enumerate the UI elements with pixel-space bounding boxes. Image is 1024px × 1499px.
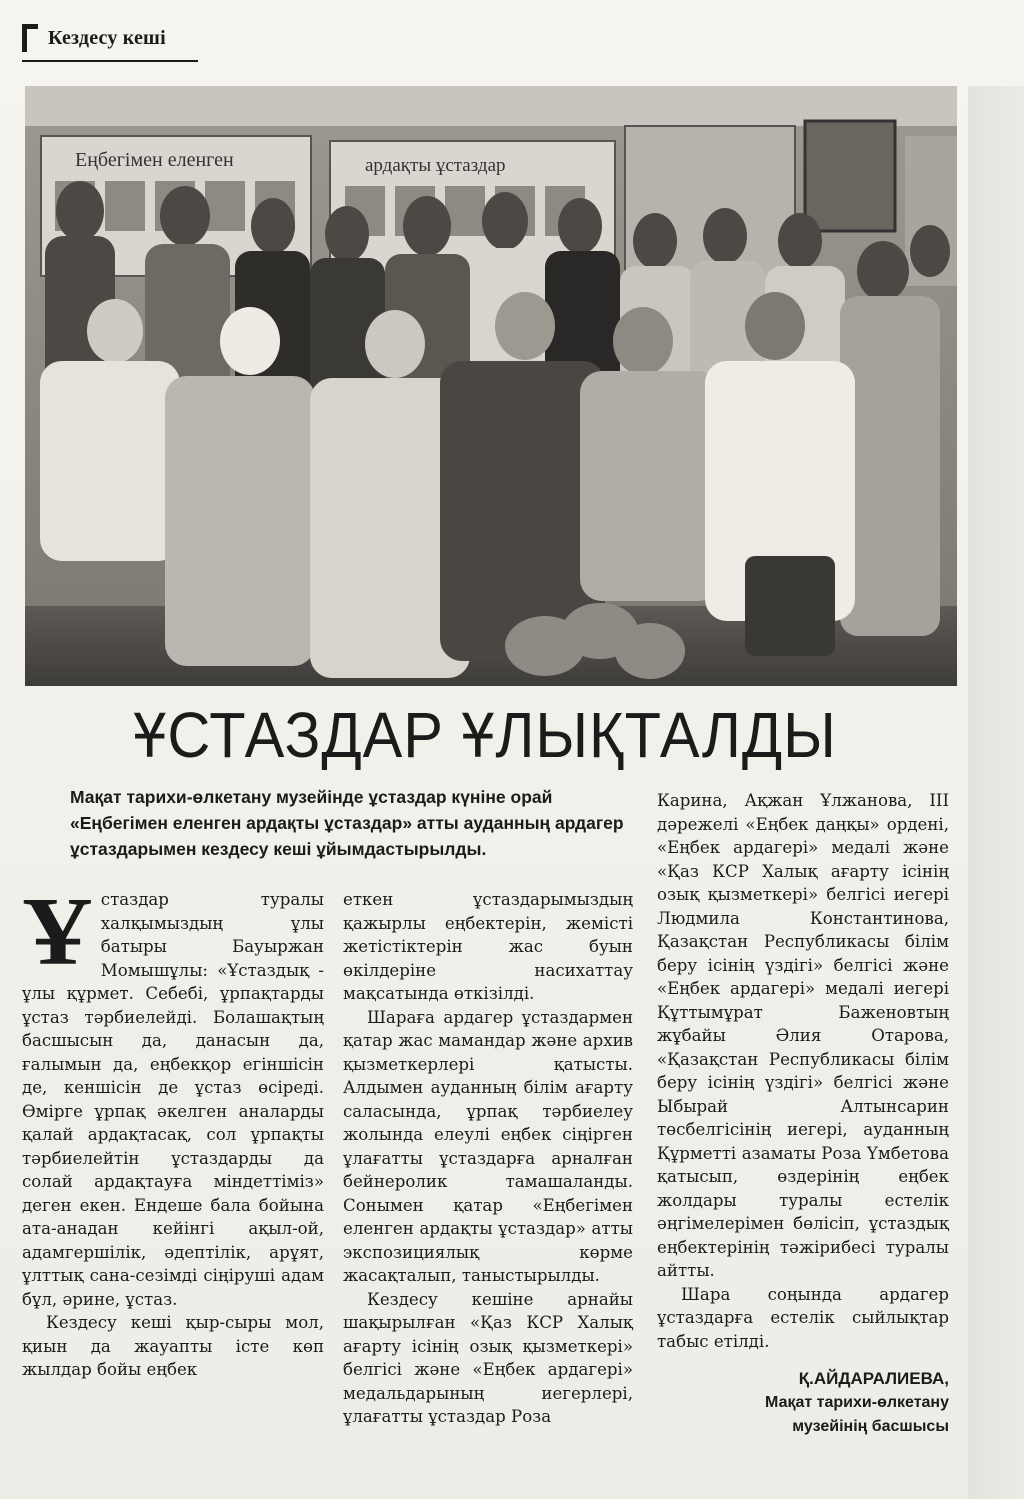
banner-right-text: ардақты ұстаздар (365, 155, 506, 176)
framed-portrait (805, 121, 895, 231)
article-paragraph: Кездесу кеші қыр-сыры мол, қиын да жауапты істе көп жылдар бойы еңбек (22, 1313, 324, 1379)
author-name: Қ.АЙДАРАЛИЕВА, (798, 1369, 949, 1388)
article-paragraph: Шараға ардагер ұстаздармен қатар жас мамандар және архив қызметкерлері қатысты. Алдымен ауданның білім ағарту саласында, ұрпақ тәрбиелеу жолында елеулі еңбек сіңірген ұлағатты ұстаздарға арналған бейнеролик тамашаланды. Сонымен қатар «Еңбегімен еленген ардақты ұстаздар» атты экспозициялық көрме жасақталып, таныстырылды. (343, 1007, 633, 1285)
article-paragraph: Шара соңында ардагер ұстаздарға естелік сыйлықтар табыс етілді. (657, 1284, 949, 1351)
rubric-label: Кездесу кеші (48, 26, 166, 49)
rubric-underline (22, 60, 198, 62)
group-photo (25, 86, 957, 686)
article-column-3 (657, 789, 949, 1439)
article-paragraph: Кездесу кешіне арнайы шақырылған «Қаз КСР Халық ағарту ісінің озық қызметкері» белгісі және «Еңбек ардагері» медальдарының иегерлері, ұлағатты ұстаздар Роза (343, 1289, 633, 1426)
headline: ҰСТАЗДАР ҰЛЫҚТАЛДЫ (133, 699, 837, 771)
group-photo-illustration (25, 86, 957, 686)
author-role-line-1: Мақат тарихи-өлкетану (765, 1393, 949, 1411)
lead-paragraph: Мақат тарихи-өлкетану музейінде ұстаздар күніне орай «Еңбегімен еленген ардақты ұстаздар» атты ауданның ардагер ұстаздарымен кездесу кеші ұйымдастырылды. (70, 787, 624, 859)
paragraph-text: стаздар туралы халқымыздың ұлы батыры Бауыржан Момышұлы: «Ұстаздық - ұлы құрмет. Себебі, ұрпақтарды ұстаз тәрбиелейді. Болашақтың басшысын да, данасын да, ғалымын да, еңбекқор егіншісін де, кеншісін де ұстаз өсіреді. Өмірге ұрпақ әкелген аналарды қалай ардақтасақ, сол ұрпақты тәрбиелейтін ұстаздарды да солай ардақтауға міндеттіміз» деген екен. Ендеше бала бойына ата-анадан кейінгі ақыл-ой, адамгершілік, әдептілік, арұят, ұлттық сана-сезімді сіңіруші адам бұл, әрине, ұстаз. (22, 890, 324, 1309)
author-role-line-2: музейінің басшысы (792, 1417, 949, 1435)
article-column-1 (22, 878, 324, 1382)
article-paragraph (22, 878, 324, 1311)
banner-left-text: Еңбегімен еленген (75, 149, 234, 171)
article-paragraph: еткен ұстаздарымыздың қажырлы еңбектерін, жемісті жетістіктерін жас буын өкілдеріне насихаттау мақсатында өткізілді. (343, 890, 633, 1003)
rubric (22, 24, 166, 52)
drop-cap: Ұ (22, 878, 93, 986)
article-column-2 (343, 888, 633, 1429)
adjacent-page-edge (968, 86, 1024, 1499)
rubric-corner-mark (22, 24, 40, 52)
article-paragraph: Карина, Ақжан Ұлжанова, ІІІ дәрежелі «Еңбек даңқы» ордені, «Еңбек ардагері» медалі және «Қаз КСР Халық ағарту ісінің озық қызметкері» белгісі иегері Людмила Константинова, Қазақстан Республикасы білім беру ісінің үздігі» белгісі және «Еңбек ардагері» медалі иегері Құттымұрат Баженовтың жұбайы Әлия Отарова, «Қазақстан Республикасы білім беру ісінің үздігі» белгісі және Ыбырай Алтынсарин төсбелгісінің иегері, ауданның Құрметті азаматы Роза Үмбетова қатысып, өздерінің еңбек жолдары туралы естелік әңгімелерімен бөлісіп, ұстаздық еңбектерінің тәжірибесі туралы айтты. (657, 791, 949, 1280)
